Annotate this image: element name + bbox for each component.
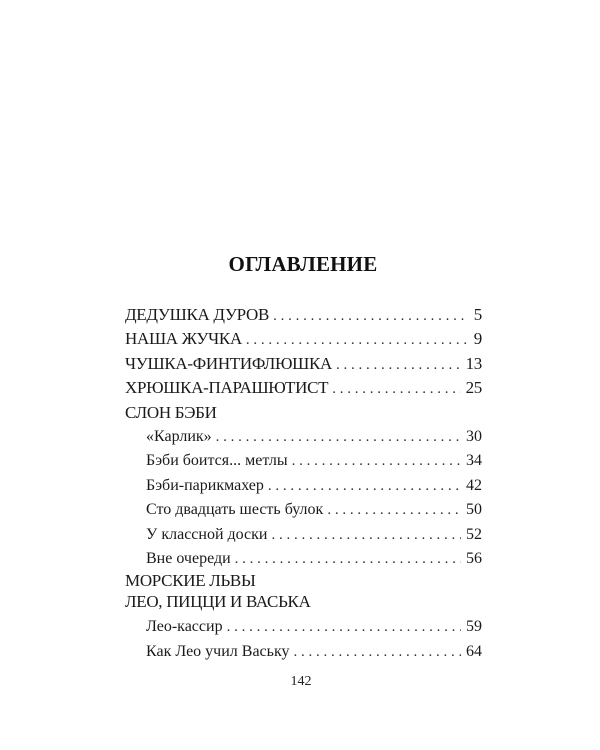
toc-entry-label: НАША ЖУЧКА — [125, 329, 242, 349]
dot-leader — [273, 304, 469, 327]
toc-subentry — [125, 640, 482, 664]
toc-section-label: СЛОН БЭБИ — [125, 402, 217, 422]
toc-entry — [125, 327, 482, 351]
dot-leader — [294, 640, 462, 664]
toc-entry-label: У классной доски — [146, 525, 268, 543]
toc-entry-page: 5 — [473, 305, 482, 324]
toc-entry-page: 13 — [465, 353, 482, 373]
toc-entry-label: Как Лео учил Ваську — [146, 642, 290, 660]
toc-entry-page: 25 — [465, 378, 482, 398]
toc-title: ОГЛАВЛЕНИЕ — [228, 252, 378, 276]
dot-leader — [246, 328, 469, 351]
toc-entry-page: 50 — [466, 501, 482, 519]
toc-subentry — [125, 615, 482, 639]
toc-entry-page: 56 — [466, 549, 482, 567]
toc-entry-label: ДЕДУШКА ДУРОВ — [125, 305, 270, 324]
toc-entry — [125, 376, 482, 400]
toc-entry-label: Бэби-парикмахер — [146, 476, 264, 494]
toc-entry-page: 42 — [466, 476, 482, 494]
dot-leader — [272, 523, 462, 547]
toc-subentry — [125, 523, 482, 547]
toc-entry-label: Бэби боится... метлы — [146, 452, 288, 470]
dot-leader — [336, 353, 461, 376]
toc-entry — [125, 303, 482, 327]
toc-entry-page: 9 — [473, 329, 482, 349]
toc-entry-label: ЧУШКА-ФИНТИФЛЮШКА — [125, 353, 332, 373]
dot-leader — [327, 498, 461, 522]
toc-subentry — [125, 498, 482, 522]
toc-subentry — [125, 425, 482, 449]
toc-entry-page: 64 — [466, 642, 482, 660]
toc-entry-label: Сто двадцать шесть булок — [146, 501, 324, 519]
dot-leader — [235, 547, 461, 571]
toc-subentry — [125, 547, 482, 571]
toc-subentry — [125, 474, 482, 498]
toc-entry — [125, 352, 482, 376]
page-number: 142 — [290, 674, 312, 689]
toc-section-label: ЛЕО, ПИЦЦИ И ВАСЬКА — [125, 591, 311, 611]
toc-entry-label: «Карлик» — [146, 427, 212, 445]
toc-section-label: МОРСКИЕ ЛЬВЫ — [125, 571, 256, 591]
toc-entry-page: 59 — [466, 618, 482, 636]
dot-leader — [292, 449, 461, 473]
toc-entry-label: Лео-кассир — [146, 618, 223, 636]
toc-section-heading — [125, 401, 482, 425]
dot-leader — [268, 474, 461, 498]
toc-entry-page: 52 — [466, 525, 482, 543]
toc-entry-page: 34 — [466, 452, 482, 470]
table-of-contents — [125, 303, 482, 664]
toc-entry-page: 30 — [466, 427, 482, 445]
toc-subentry — [125, 449, 482, 473]
toc-section-heading — [125, 592, 482, 613]
toc-section-heading — [125, 571, 482, 592]
toc-entry-label: ХРЮШКА-ПАРАШЮТИСТ — [125, 378, 329, 398]
dot-leader — [332, 377, 460, 400]
dot-leader — [227, 615, 461, 639]
toc-entry-label: Вне очереди — [146, 549, 231, 567]
dot-leader — [216, 425, 461, 449]
